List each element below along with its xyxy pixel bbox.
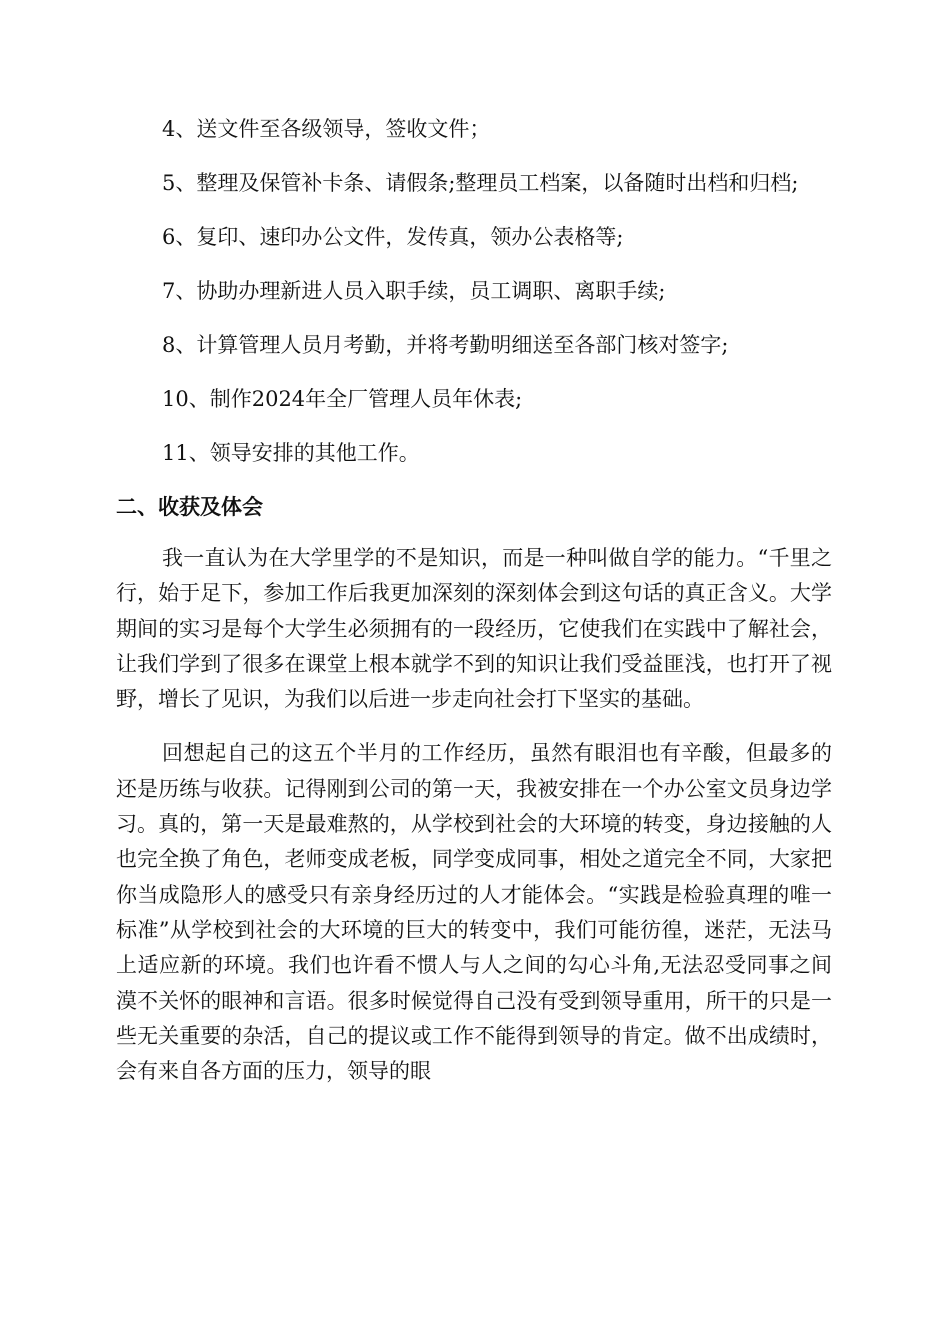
list-item: 5、整理及保管补卡条、请假条;整理员工档案，以备随时出档和归档;: [162, 171, 799, 195]
body-paragraph: 我一直认为在大学里学的不是知识，而是一种叫做自学的能力。“千里之行，始于足下，参加工作后我更加深刻的深刻体会到这句话的真正含义。大学期间的实习是每个大学生必须拥有的一段经历，它使我们在实践中了解社会，让我们学到了很多在课堂上根本就学不到的知识让我们受益匪浅，也打开了视野，增长了见识，为我们以后进一步走向社会打下坚实的基础。: [116, 546, 832, 712]
body-paragraph: 回想起自己的这五个半月的工作经历，虽然有眼泪也有辛酸，但最多的还是历练与收获。记得刚到公司的第一天，我被安排在一个办公室文员身边学习。真的，第一天是最难熬的，从学校到社会的大环境的转变，身边接触的人也完全换了角色，老师变成老板，同学变成同事，相处之道完全不同，大家把你当成隐形人的感受只有亲身经历过的人才能体会。“实践是检验真理的唯一标准”从学校到社会的大环境的巨大的转变中，我们可能彷徨，迷茫，无法马上适应新的环境。我们也许看不惯人与人之间的勾心斗角,无法忍受同事之间漠不关怀的眼神和言语。很多时候觉得自己没有受到领导重用，所干的只是一些无关重要的杂活，自己的提议或工作不能得到领导的肯定。做不出成绩时，会有来自各方面的压力，领导的眼: [116, 741, 832, 1084]
list-item: 11、领导安排的其他工作。: [162, 441, 420, 465]
list-item: 4、送文件至各级领导，签收文件；: [162, 117, 491, 141]
list-item: 8、计算管理人员月考勤，并将考勤明细送至各部门核对签字;: [162, 333, 729, 357]
section-heading: 二、收获及体会: [116, 495, 263, 519]
list-item: 7、协助办理新进人员入职手续，员工调职、离职手续;: [162, 279, 666, 303]
list-item: 6、复印、速印办公文件，发传真，领办公表格等;: [162, 225, 624, 249]
list-item: 10、制作2024年全厂管理人员年休表;: [162, 387, 523, 411]
document-page: [116, 112, 832, 1089]
